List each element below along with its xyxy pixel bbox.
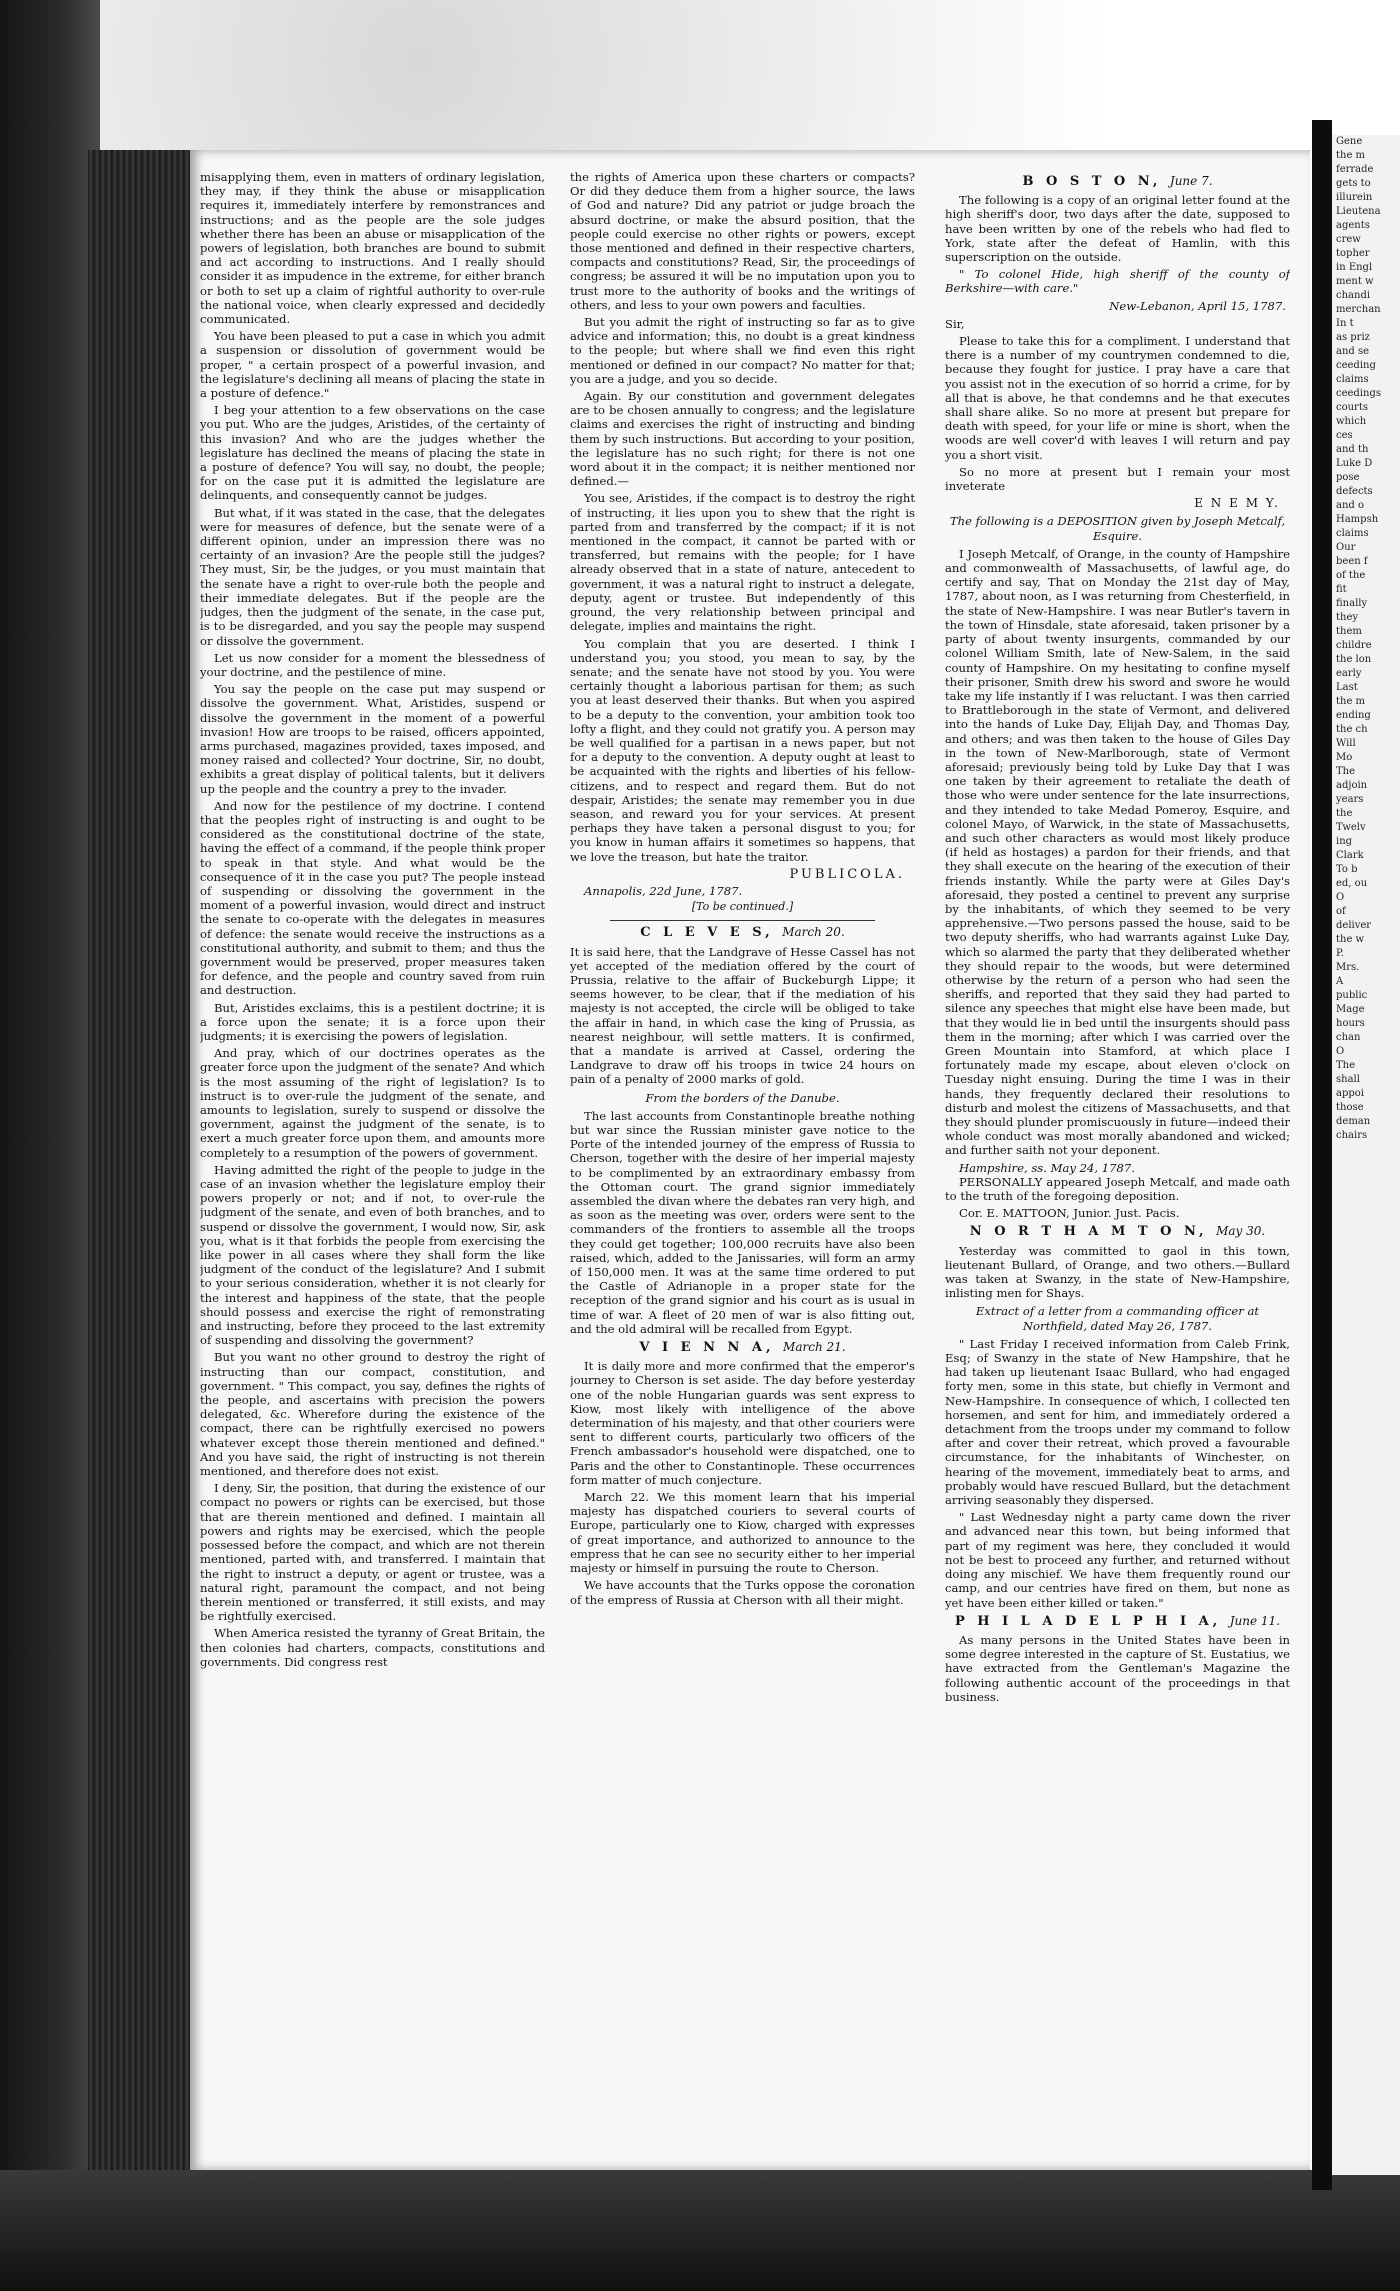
paragraph: But you want no other ground to destroy the right of instructing than our compact, constitution, and government. " This compact, you say, defines the rights of the people, and ascertains with precision the powers delegated, &c. Wherefore during the existence of the compact, there can be rightfully exercised no powers whatever except those therein mentioned and defined." And you have said, the right of instructing is not therein mentioned, and therefore does not exist. xyxy=(200,1350,545,1479)
fragment: ceeding xyxy=(1336,360,1376,371)
paragraph: Again. By our constitution and government delegates are to be chosen annually to congress; and the legislature claims and exercises the right of instructing and binding them by such instructions. But according to your position, the legislature has no such right; for there is not one word about it in the compact; it is neither mentioned nor defined.— xyxy=(570,389,915,489)
letter-address: " To colonel Hide, high sheriff of the county of Berkshire—with care." xyxy=(945,267,1290,296)
fragment: shall xyxy=(1336,1074,1360,1085)
paragraph: " Last Wednesday night a party came down the river and advanced near this town, but being informed that part of my regiment was here, they concluded it would not be best to proceed any further, and returned without doing any mischief. We have them frequently round our camp, and our centries have fired on them, but none as yet have been either killed or taken." xyxy=(945,1510,1290,1610)
fragment: pose xyxy=(1336,472,1360,483)
fragment: claims xyxy=(1336,374,1369,385)
fragment: Last xyxy=(1336,682,1358,693)
fragment: gets to xyxy=(1336,178,1371,189)
paragraph: It is said here, that the Landgrave of Hesse Cassel has not yet accepted of the mediation offered by the court of Prussia, relative to the affair of Buckeburgh Lippe; it seems however, to be clear, that if the mediation of his majesty is not accepted, the circle will be obliged to take the affair in hand, in which case the king of Prussia, as nearest neighbour, will settle matters. It is confirmed, that a mandate is arrived at Cassel, ordering the Landgrave to draw off his troops in twice 24 hours on pain of a penalty of 2000 marks of gold. xyxy=(570,944,915,1087)
dateline-date: March 20. xyxy=(782,925,845,940)
signature-place: Annapolis, 22d June, 1787. xyxy=(584,883,743,898)
fragment: ceedings xyxy=(1336,388,1382,399)
subhead-danube: From the borders of the Danube. xyxy=(645,1090,840,1105)
extract-heading: Extract of a letter from a commanding officer at Northfield, dated May 26, 1787. xyxy=(975,1304,1260,1333)
fragment: In t xyxy=(1336,318,1354,329)
paragraph: As many persons in the United States have been in some degree interested in the capture of St. Eustatius, we have extracted from the Gentleman's Magazine the following authentic account of the proceedings in that business. xyxy=(945,1632,1290,1704)
paragraph: But what, if it was stated in the case, that the delegates were for measures of defence, but the senate were of a different opinion, under an impression there was no certainty of an invasion? Are the people still the judges? They must, Sir, be the judges, or you must maintain that the senate have a right to over-rule both the people and their immediate delegates. But if the people are the judges, then the judgment of the senate, in the case put, is to be disregarded, and you say the people may suspend or dissolve the government. xyxy=(200,505,545,648)
fragment: Lieutena xyxy=(1336,206,1381,217)
column-right xyxy=(945,170,1290,2160)
dateline-date: June 7. xyxy=(1169,174,1213,188)
fragment: ferrade xyxy=(1336,164,1374,175)
dateline-northampton xyxy=(945,1224,1290,1239)
fragment: agents xyxy=(1336,220,1370,231)
paragraph: You say the people on the case put may suspend or dissolve the government. What, Aristides, suspend or dissolve the government in the moment of a powerful invasion! How are troops to be raised, officers appointed, arms purchased, magazines provided, taxes imposed, and money raised and collected? Your doctrine, Sir, no doubt, exhibits a great display of political talents, but it delivers up the people and the country a prey to the invader. xyxy=(200,682,545,796)
fragment: Mrs. xyxy=(1336,962,1360,973)
dateline-cleves xyxy=(570,925,915,940)
fragment: the xyxy=(1336,808,1353,819)
fragment: them xyxy=(1336,626,1362,637)
fragment: they xyxy=(1336,612,1359,623)
fragment: and th xyxy=(1336,444,1369,455)
fragment: adjoin xyxy=(1336,780,1368,791)
fragment: Twelv xyxy=(1336,822,1366,833)
page-gutter xyxy=(1312,120,1332,2190)
fragment: been f xyxy=(1336,556,1368,567)
scan-dark-edge xyxy=(0,0,100,2291)
fragment: the m xyxy=(1336,696,1366,707)
fragment: courts xyxy=(1336,402,1368,413)
fragment: the w xyxy=(1336,934,1365,945)
paragraph: The last accounts from Constantinople breathe nothing but war since the Russian minister gave notice to the Porte of the intended journey of the empress of Russia to Cherson, together with the desire of her imperial majesty to be complimented by an extraordinary embassy from the Ottoman court. The grand signior immediately assembled the divan where the debates ran very high, and as soon as the meeting was over, orders were sent to the commanders of the frontiers to assemble all the troops they could get together; 100,000 recruits have also been raised, which, added to the Janissaries, will form an army of 150,000 men. It was at the same time ordered to put the Castle of Adrianople in a proper state for the reception of the grand signior and his court as is usual in time of war. A fleet of 20 men of war is also fitting out, and the old admiral will be recalled from Egypt. xyxy=(570,1108,915,1336)
fragment: To b xyxy=(1336,864,1358,875)
fragment: The xyxy=(1336,766,1356,777)
dateline-place: N O R T H A M T O N, xyxy=(969,1224,1208,1240)
paragraph: We have accounts that the Turks oppose the coronation of the empress of Russia at Cherson with all their might. xyxy=(570,1578,915,1607)
book-spine xyxy=(88,150,198,2170)
column-middle xyxy=(570,170,915,2160)
paragraph: The following is a copy of an original letter found at the high sheriff's door, two days after the date, supposed to have been written by one of the rebels who had fled to York, state after the defeat of Hamlin, with this superscription on the outside. xyxy=(945,193,1290,265)
next-page-edge xyxy=(1332,135,1400,2175)
fragment: which xyxy=(1336,416,1367,427)
fragment: Mo xyxy=(1336,752,1353,763)
fragment: the ch xyxy=(1336,724,1368,735)
fragment: deman xyxy=(1336,1116,1371,1127)
paragraph: It is daily more and more confirmed that the emperor's journey to Cherson is set aside. The day before yesterday one of the noble Hungarian guards was sent express to Kiow, most likely with intelligence of the above determination of his majesty, and that other couriers were sent to different courts, particularly two officers of the French ambassador's household were dispatched, one to Paris and the other to Constantinople. These occurrences form matter of much conjecture. xyxy=(570,1359,915,1487)
paragraph: So no more at present but I remain your most inveterate xyxy=(945,464,1290,494)
fragment: claims xyxy=(1336,528,1369,539)
fragment: fit xyxy=(1336,584,1347,595)
continued-note: [To be continued.] xyxy=(691,900,794,914)
fragment: as priz xyxy=(1336,332,1370,343)
fragment: chan xyxy=(1336,1032,1361,1043)
fragment: P. xyxy=(1336,948,1344,959)
paragraph: " Last Friday I received information from Caleb Frink, Esq; of Swanzy in the state of New Hampshire, that he had taken up lieutenant Isaac Bullard, who had engaged forty men, some in this state, but chiefly in Vermont and New-Hampshire. In consequence of which, I collected ten horsemen, and sent for him, and immediately ordered a detachment from the troops under my command to follow after and cover their retreat, which proved a favourable circumstance, for the inhabitants of Winchester, on hearing of the movement, immediately beat to arms, and probably would have rescued Bullard, but the detachment arriving seasonably they dispersed. xyxy=(945,1336,1290,1508)
fragment: Gene xyxy=(1336,136,1363,147)
fragment: Luke D xyxy=(1336,458,1373,469)
scan-dark-bottom xyxy=(0,2170,1400,2291)
dateline-vienna xyxy=(570,1340,915,1355)
paragraph: I beg your attention to a few observations on the case you put. Who are the judges, Aristides, of the certainty of this invasion? And who are the judges whether the legislature has declined the means of placing the state in a posture of defence? You will say, no doubt, the people; for on the case put it is admitted the legislature are delinquents, and consequently cannot be judges. xyxy=(200,403,545,503)
fragment: finally xyxy=(1336,598,1368,609)
fragment: hours xyxy=(1336,1018,1365,1029)
fragment: in Engl xyxy=(1336,262,1373,273)
fragment: Will xyxy=(1336,738,1356,749)
fragment: ment w xyxy=(1336,276,1374,287)
fragment: of xyxy=(1336,906,1346,917)
fragment: Hampsh xyxy=(1336,514,1379,525)
paragraph: You see, Aristides, if the compact is to destroy the right of instructing, it lies upon you to shew that the right is parted from and transferred by the compact; if it is not mentioned in the compact, it cannot be parted with or transferred, but remains with the people; for I have already observed that in a state of nature, antecedent to government, it was a natural right to instruct a delegate, deputy, agent or trustee. But independently of this ground, the very relationship between principal and delegate, implies and maintains the right. xyxy=(570,491,915,634)
dateline-date: June 11. xyxy=(1229,1613,1281,1628)
fragment: illurein xyxy=(1336,192,1373,203)
signature: PUBLICOLA. xyxy=(789,866,905,882)
justice-signature: Cor. E. MATTOON, Junior. Just. Pacis. xyxy=(959,1206,1180,1221)
fragment: O xyxy=(1336,1046,1345,1057)
divider xyxy=(610,920,875,921)
dateline-date: May 30. xyxy=(1216,1224,1266,1239)
paragraph: You complain that you are deserted. I think I understand you; you stood, you mean to say, by the senate; and the senate have not stood by you. You were certainly thought a laborious partisan for them; as such you at least deserved their thanks. But when you aspired to be a deputy to the convention, your ambition took too lofty a flight, and they could not gratify you. A person may be well qualified for a partisan in a news paper, but not for a deputy to the convention. A deputy ought at least to be acquainted with the rights and liberties of his fellow-citizens, and to respect and regard them. But do not despair, Aristides; the senate may remember you in due season, and reward you for your services. At present perhaps they have taken a personal disgust to you; for you know in human affairs it sometimes so happens, that we love the treason, but hate the traitor. xyxy=(570,636,915,864)
scan-background xyxy=(0,0,1400,150)
paragraph: I Joseph Metcalf, of Orange, in the county of Hampshire and commonwealth of Massachusetts, of lawful age, do certify and say, That on Monday the 21st day of May, 1787, about noon, as I was returning from Chesterfield, in the state of New-Hampshire. I was near Butler's tavern in the town of Hinsdale, state aforesaid, taken prisoner by a party of about twenty insurgents, commanded by our colonel William Smith, late of New-Salem, in the said county of Hampshire. On my hesitating to confine myself their prisoner, Smith drew his sword and swore he would take my life instantly if I was reluctant. I was then carried to Brattleborough in the state of Vermont, and delivered into the hands of Luke Day, Elijah Day, and Thomas Day, and others; and was then taken to the house of Giles Day in the town of New-Marlborough, state of Vermont aforesaid; previously being told by Luke Day that I was one taken by their agreement to retaliate the death of those who were under sentence for the late insurrections, and they intended to take Medad Pomeroy, Esquire, and colonel Mayo, of Warwick, in the state of Massachusetts, and such other characters as would most likely produce (if held as hostages) a pardon for their friends, and that they shall execute on the hearing of the execution of their friends instantly. While the party were at Giles Day's aforesaid, they posted a centinel to prevent any surprise by the inhabitants, of which they seemed to be very apprehensive.—Two persons passed the house, said to be two deputy sheriffs, who had warrants against Luke Day, which so alarmed the party that they deliberated whether they should repair to the woods, but were determined otherwise by the return of a person who had seen the sheriffs, and reported that they said they had parted to silence any speeches that might else have been made, but that they would lie in bed until the insurgents should pass them in the morning; after which I was carried over the Green Mountain into Stamford, at which place I fortunately made my escape, about eleven o'clock on Tuesday night ensuing. During the time I was in their hands, they frequently declared their resolutions to disturb and molest the citizens of Massachusetts, and that they should plunder promiscuously in future—indeed their whole conduct was most morally abandoned and wicked; and further saith not your deponent. xyxy=(945,546,1290,1158)
letter-closing: E N E M Y. xyxy=(1194,496,1280,511)
fragment: deliver xyxy=(1336,920,1372,931)
paragraph: When America resisted the tyranny of Great Britain, the then colonies had charters, compacts, constitutions and governments. Did congress rest xyxy=(200,1626,545,1669)
paragraph: Yesterday was committed to gaol in this town, lieutenant Bullard, of Orange, and two others.—Bullard was taken at Swanzy, in the state of New-Hampshire, inlisting men for Shays. xyxy=(945,1243,1290,1301)
fragment: A xyxy=(1336,976,1344,987)
dateline-date: March 21. xyxy=(783,1340,846,1355)
fragment: and se xyxy=(1336,346,1370,357)
paragraph: And now for the pestilence of my doctrine. I contend that the peoples right of instructing is and ought to be considered as the constitutional doctrine of the state, having the effect of a command, if the people think proper to speak in that style. And what would be the consequence of it in the case you put? The people instead of suspending or dissolving the government in the moment of a powerful invasion, would direct and instruct the senate to co-operate with the delegates in measures of defence: the senate would receive the instructions as a constitutional authority, and submit to them; and thus the government would be preserved, proper measures taken for defence, and the people and country saved from ruin and destruction. xyxy=(200,798,545,998)
fragment: chandi xyxy=(1336,290,1371,301)
deposition-place: Hampshire, ss. May 24, 1787. xyxy=(959,1160,1135,1175)
dateline-boston xyxy=(945,174,1290,189)
dateline-place: P H I L A D E L P H I A, xyxy=(954,1613,1222,1629)
fragment: ending xyxy=(1336,710,1371,721)
paragraph: the rights of America upon these charters or compacts? Or did they deduce them from a higher source, the laws of God and nature? Did any patriot or judge broach the absurd doctrine, or make the absurd position, that the people could exercise no other rights or powers, except those mentioned and defined in their respective charters, compacts and constitutions? Read, Sir, the proceedings of congress; be assured it will be no imputation upon you to trust more to the authority of books and the writings of others, and less to your own powers and faculties. xyxy=(570,170,915,312)
fragment: The xyxy=(1336,1060,1356,1071)
paragraph: March 22. We this moment learn that his imperial majesty has dispatched couriers to several courts of Europe, particularly one to Kiow, charged with expresses of great importance, and authorized to announce to the empress that he can see no security either to her imperial majesty or himself in pursuing the route to Cherson. xyxy=(570,1490,915,1576)
paragraph: I deny, Sir, the position, that during the existence of our compact no powers or rights can be exercised, but those that are therein mentioned and defined. I maintain all powers and rights may be exercised, which the people possessed before the compact, and which are not therein mentioned, parted with, and transferred. I maintain that the right to instruct a deputy, or agent or trustee, was a natural right, paramount the compact, and not being therein mentioned or transferred, it still exists, and may be rightfully exercised. xyxy=(200,1481,545,1624)
fragment: ces xyxy=(1336,430,1353,441)
fragment: chairs xyxy=(1336,1130,1368,1141)
dateline-philadelphia xyxy=(945,1614,1290,1629)
paragraph: And pray, which of our doctrines operates as the greater force upon the judgment of the senate? And which is the most assuming of the right of legislation? Is to instruct is to over-rule the judgment of the senate, and amounts to legislation, surely to suspend or dissolve the government, against the judgment of the senate, is to exert a much greater force upon them, and amounts more completely to a resumption of the powers of government. xyxy=(200,1046,545,1160)
fragment: those xyxy=(1336,1102,1364,1113)
fragment: the m xyxy=(1336,150,1366,161)
fragment: and o xyxy=(1336,500,1365,511)
fragment: ed, ou xyxy=(1336,878,1368,889)
fragment: defects xyxy=(1336,486,1373,497)
fragment: ing xyxy=(1336,836,1353,847)
fragment: O xyxy=(1336,892,1345,903)
fragment: crew xyxy=(1336,234,1361,245)
fragment: Clark xyxy=(1336,850,1364,861)
paragraph: Please to take this for a compliment. I understand that there is a number of my countrymen condemned to die, because they fought for justice. I pray have a care that you assist not in the execution of so horrid a crime, for by all that is above, he that condemns and he that executes shall share alike. So no more at present but prepare for death with speed, for your life or mine is short, when the woods are well cover'd with leaves I will return and pay you a short visit. xyxy=(945,334,1290,462)
column-left xyxy=(200,170,545,2160)
fragment: appoi xyxy=(1336,1088,1364,1099)
fragment: the lon xyxy=(1336,654,1372,665)
fragment: Mage xyxy=(1336,1004,1365,1015)
paragraph: Let us now consider for a moment the blessedness of your doctrine, and the pestilence of mine. xyxy=(200,650,545,679)
fragment: early xyxy=(1336,668,1362,679)
fragment: public xyxy=(1336,990,1368,1001)
dateline-place: B O S T O N, xyxy=(1022,174,1162,189)
dateline-place: V I E N N A, xyxy=(639,1340,775,1356)
fragment: topher xyxy=(1336,248,1370,259)
dateline-place: C L E V E S, xyxy=(640,925,774,941)
letter-salutation: Sir, xyxy=(945,316,965,331)
paragraph: Having admitted the right of the people to judge in the case of an invasion whether the legislature employ their powers properly or not; and if not, to over-rule the judgment of the senate, and even of both branches, and to suspend or dissolve the government, I would now, Sir, ask you, what is it that forbids the people from exercising the like power in all cases where they shall form the like judgment of the conduct of the legislature? And I submit to your serious consideration, whether it is not clearly for the interest and happiness of the state, that the people should possess and exercise the right of remonstrating and instructing, before they proceed to the last extremity of suspending and dissolving the government? xyxy=(200,1162,545,1348)
letter-place: New-Lebanon, April 15, 1787. xyxy=(1109,298,1286,313)
fragment: Our xyxy=(1336,542,1356,553)
fragment: merchan xyxy=(1336,304,1381,315)
paragraph: But you admit the right of instructing so far as to give advice and information; this, no doubt is a great kindness to the people; but where shall we find even this right mentioned or defined in our compact? No matter for that; you are a judge, and you so decide. xyxy=(570,315,915,386)
fragment: childre xyxy=(1336,640,1372,651)
paragraph: PERSONALLY appeared Joseph Metcalf, and made oath to the truth of the foregoing deposition. xyxy=(945,1174,1290,1204)
deposition-heading: The following is a DEPOSITION given by Joseph Metcalf, Esquire. xyxy=(949,514,1286,543)
paragraph: You have been pleased to put a case in which you admit a suspension or dissolution of government would be proper, " a certain prospect of a powerful invasion, and the legislature's declining all means of placing the state in a posture of defence." xyxy=(200,329,545,401)
paragraph: But, Aristides exclaims, this is a pestilent doctrine; it is a force upon the senate; it is a force upon their judgments; it is exercising the powers of legislation. xyxy=(200,1000,545,1043)
fragment: years xyxy=(1336,794,1364,805)
fragment: of the xyxy=(1336,570,1366,581)
paragraph: misapplying them, even in matters of ordinary legislation, they may, if they think the abuse or misapplication requires it, immediately interfere by remonstrances and instructions; and as the people are the sole judges whether there has been an abuse or misapplication of the powers of legislation, both branches are bound to submit and act according to instructions. And I really should consider it as impudence in the extreme, for either branch or both to set up a claim of rightful authority to over-rule the national voice, when clearly expressed and decidedly communicated. xyxy=(200,170,545,327)
